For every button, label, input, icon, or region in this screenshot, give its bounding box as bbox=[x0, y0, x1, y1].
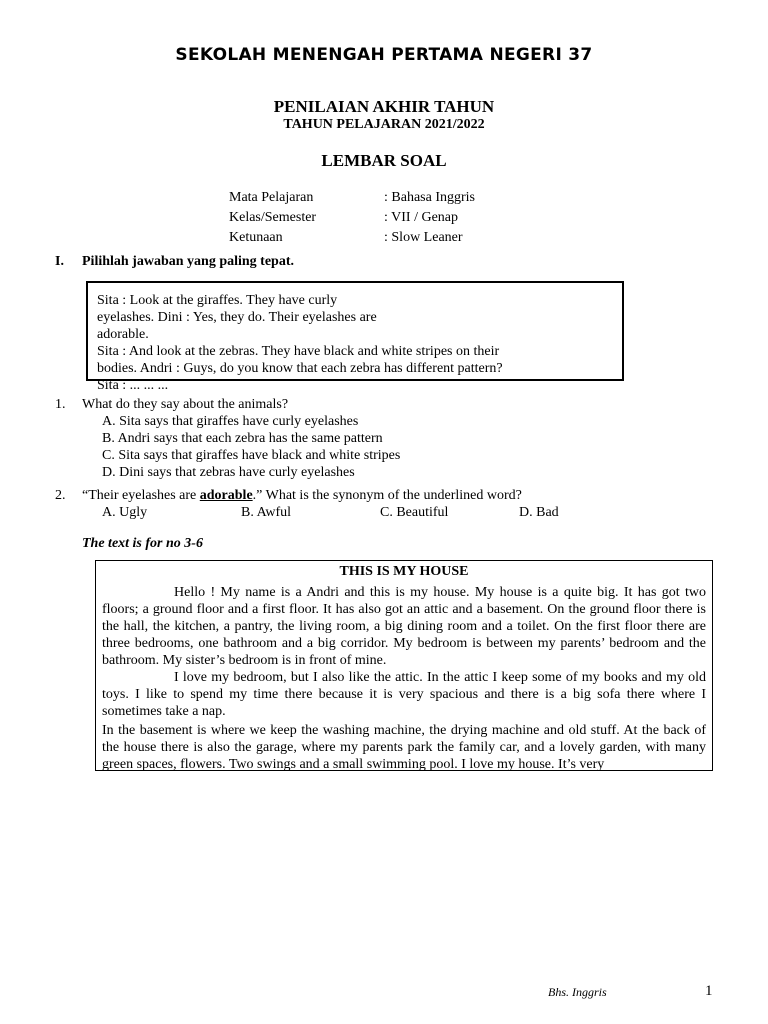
question-text: What do they say about the animals? bbox=[82, 397, 289, 412]
underlined-word: adorable bbox=[199, 488, 253, 503]
option-d: D. Dini says that zebras have curly eyelashes bbox=[102, 465, 355, 480]
dialog-line: Sita : And look at the zebras. They have black and white stripes on their bbox=[97, 344, 500, 359]
exam-title: PENILAIAN AKHIR TAHUN bbox=[273, 97, 495, 116]
option-c: C. Beautiful bbox=[380, 505, 449, 520]
option-b: B. Andri says that each zebra has the same pattern bbox=[102, 431, 383, 446]
school-name: SEKOLAH MENENGAH PERTAMA NEGERI 37 bbox=[175, 45, 593, 65]
info-value: : Bahasa Inggris bbox=[384, 190, 475, 205]
passage-paragraph: Hello ! My name is a Andri and this is my house. My house is a quite big. It has got two floors; a ground floor and a first floor. It has also got an attic and a basement. On the ground floor there is the hall, the kitchen, a pantry, the living room, a big dining room and a toilet. On the first floor there are three bedrooms, one bathroom and a big corridor. My bedroom is between my parents’ bedroom and the bathroom. My sister’s bedroom is in front of mine. bbox=[102, 585, 706, 668]
sheet-title: LEMBAR SOAL bbox=[321, 151, 447, 170]
academic-year: TAHUN PELAJARAN 2021/2022 bbox=[283, 117, 485, 132]
option-b: B. Awful bbox=[241, 505, 292, 520]
question-text bbox=[82, 488, 522, 504]
dialog-line: Sita : ... ... ... bbox=[97, 378, 169, 393]
info-row-disability bbox=[229, 228, 475, 248]
footer-subject: Bhs. Inggris bbox=[548, 985, 607, 999]
info-label: Kelas/Semester bbox=[229, 210, 317, 225]
option-a: A. Sita says that giraffes have curly eyelashes bbox=[102, 414, 359, 429]
info-value: : VII / Genap bbox=[384, 210, 458, 225]
info-label: Ketunaan bbox=[229, 230, 283, 245]
option-d: D. Bad bbox=[519, 505, 559, 520]
question-number: 2. bbox=[55, 488, 66, 503]
dialog-text bbox=[97, 292, 577, 394]
dialog-line: Sita : Look at the giraffes. They have curly bbox=[97, 293, 338, 308]
dialog-box bbox=[86, 281, 624, 393]
section-instruction: Pilihlah jawaban yang paling tepat. bbox=[82, 254, 294, 269]
info-value: : Slow Leaner bbox=[384, 230, 463, 245]
info-row-class bbox=[229, 208, 475, 228]
exam-info-block bbox=[229, 188, 475, 248]
passage-instruction: The text is for no 3-6 bbox=[82, 536, 203, 551]
section-number: I. bbox=[55, 254, 64, 269]
dialog-line: adorable. bbox=[97, 327, 149, 342]
option-a: A. Ugly bbox=[102, 505, 148, 520]
dialog-line: bodies. Andri : Guys, do you know that each zebra has different pattern? bbox=[97, 361, 503, 376]
question-text-before: “Their eyelashes are bbox=[82, 488, 200, 503]
passage-title: THIS IS MY HOUSE bbox=[339, 564, 469, 579]
info-label: Mata Pelajaran bbox=[229, 190, 314, 205]
dialog-line: eyelashes. Dini : Yes, they do. Their eyelashes are bbox=[97, 310, 377, 325]
question-text-after: .” What is the synonym of the underlined word? bbox=[252, 488, 522, 503]
passage-paragraph: I love my bedroom, but I also like the attic. In the attic I keep some of my books and my old toys. I like to spend my time there because it is very spacious and there is a big sofa there where I sometimes take a nap. bbox=[102, 670, 706, 719]
reading-passage-box bbox=[95, 560, 713, 771]
page-number: 1 bbox=[705, 983, 713, 999]
info-row-subject bbox=[229, 188, 475, 208]
passage-paragraph: In the basement is where we keep the washing machine, the drying machine and old stuff. At the back of the house there is also the garage, where my parents park the family car, and a lovely garden, with many green spaces, flowers. Two swings and a small swimming pool. I love my house. It’s very bbox=[102, 723, 706, 772]
option-c: C. Sita says that giraffes have black and white stripes bbox=[102, 448, 401, 463]
question-number: 1. bbox=[55, 397, 66, 412]
